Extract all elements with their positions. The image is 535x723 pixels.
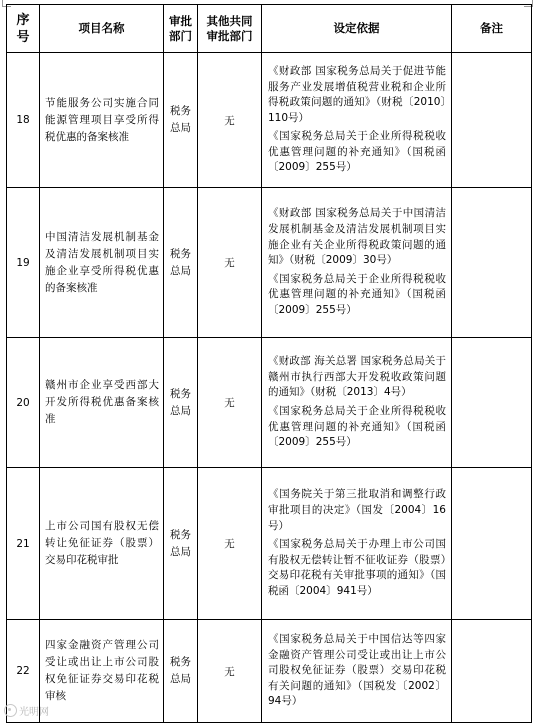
item-name: 节能服务公司实施合同能源管理项目享受所得税优惠的备案核准 bbox=[40, 53, 164, 188]
watermark bbox=[4, 703, 49, 718]
row-number: 22 bbox=[7, 620, 40, 723]
table-row bbox=[7, 53, 532, 188]
header-name: 项目名称 bbox=[40, 5, 164, 53]
legal-basis bbox=[262, 53, 452, 188]
watermark-logo-icon bbox=[4, 704, 17, 717]
note bbox=[452, 338, 532, 468]
note bbox=[452, 188, 532, 338]
row-number: 18 bbox=[7, 53, 40, 188]
watermark-text: 光明网 bbox=[19, 707, 49, 718]
header-authority: 审批部门 bbox=[164, 5, 198, 53]
note bbox=[452, 468, 532, 620]
row-number: 19 bbox=[7, 188, 40, 338]
other-authority: 无 bbox=[198, 53, 262, 188]
table-row bbox=[7, 620, 532, 723]
note bbox=[452, 53, 532, 188]
approval-authority: 税务总局 bbox=[164, 620, 198, 723]
table-header-row bbox=[7, 5, 532, 53]
item-name: 赣州市企业享受西部大开发所得税优惠备案核准 bbox=[40, 338, 164, 468]
other-authority: 无 bbox=[198, 338, 262, 468]
header-basis: 设定依据 bbox=[262, 5, 452, 53]
legal-basis bbox=[262, 338, 452, 468]
legal-basis-item: 《财政部 海关总署 国家税务总局关于赣州市执行西部大开发税收政策问题的通知》（财税〔2013〕4号） bbox=[268, 355, 446, 399]
approval-authority: 税务总局 bbox=[164, 468, 198, 620]
note bbox=[452, 620, 532, 723]
legal-basis-item: 《国家税务总局关于企业所得税税收优惠管理问题的补充通知》（国税函〔2009〕255号） bbox=[268, 272, 446, 316]
item-name: 上市公司国有股权无偿转让免征证券（股票）交易印花税审批 bbox=[40, 468, 164, 620]
other-authority: 无 bbox=[198, 468, 262, 620]
other-authority: 无 bbox=[198, 620, 262, 723]
approval-items-table bbox=[6, 4, 532, 723]
table-row bbox=[7, 188, 532, 338]
legal-basis-item: 《国家税务总局关于中国信达等四家金融资产管理公司受让或出让上市公司股权免征证券（股票）交易印花税有关问题的通知》（国税发〔2002〕94号） bbox=[268, 633, 446, 708]
header-note: 备注 bbox=[452, 5, 532, 53]
legal-basis bbox=[262, 188, 452, 338]
row-number: 20 bbox=[7, 338, 40, 468]
row-number: 21 bbox=[7, 468, 40, 620]
approval-authority: 税务总局 bbox=[164, 53, 198, 188]
item-name: 四家金融资产管理公司受让或出让上市公司股权免征证券交易印花税审核 bbox=[40, 620, 164, 723]
legal-basis-item: 《国家税务总局关于企业所得税税收优惠管理问题的补充通知》（国税函〔2009〕255号） bbox=[268, 130, 446, 174]
table-row bbox=[7, 468, 532, 620]
legal-basis bbox=[262, 468, 452, 620]
table-row bbox=[7, 338, 532, 468]
other-authority: 无 bbox=[198, 188, 262, 338]
legal-basis-item: 《国家税务总局关于办理上市公司国有股权无偿转让暂不征收证券（股票）交易印花税有关审批事项的通知》（国税函〔2004〕941号） bbox=[268, 538, 446, 597]
legal-basis-item: 《财政部 国家税务总局关于中国清洁发展机制基金及清洁发展机制项目实施企业有关企业所得税政策问题的通知》（财税〔2009〕30号） bbox=[268, 207, 446, 267]
header-seq: 序号 bbox=[7, 5, 40, 53]
legal-basis-item: 《国家税务总局关于企业所得税税收优惠管理问题的补充通知》（国税函〔2009〕255号） bbox=[268, 405, 446, 449]
item-name: 中国清洁发展机制基金及清洁发展机制项目实施企业享受所得税优惠的备案核准 bbox=[40, 188, 164, 338]
legal-basis-item: 《国务院关于第三批取消和调整行政审批项目的决定》（国发〔2004〕16号） bbox=[268, 488, 446, 532]
legal-basis bbox=[262, 620, 452, 723]
legal-basis-item: 《财政部 国家税务总局关于促进节能服务产业发展增值税营业税和企业所得税政策问题的通知》（财税〔2010〕110号） bbox=[268, 64, 446, 124]
approval-authority: 税务总局 bbox=[164, 188, 198, 338]
approval-authority: 税务总局 bbox=[164, 338, 198, 468]
header-other: 其他共同审批部门 bbox=[198, 5, 262, 53]
